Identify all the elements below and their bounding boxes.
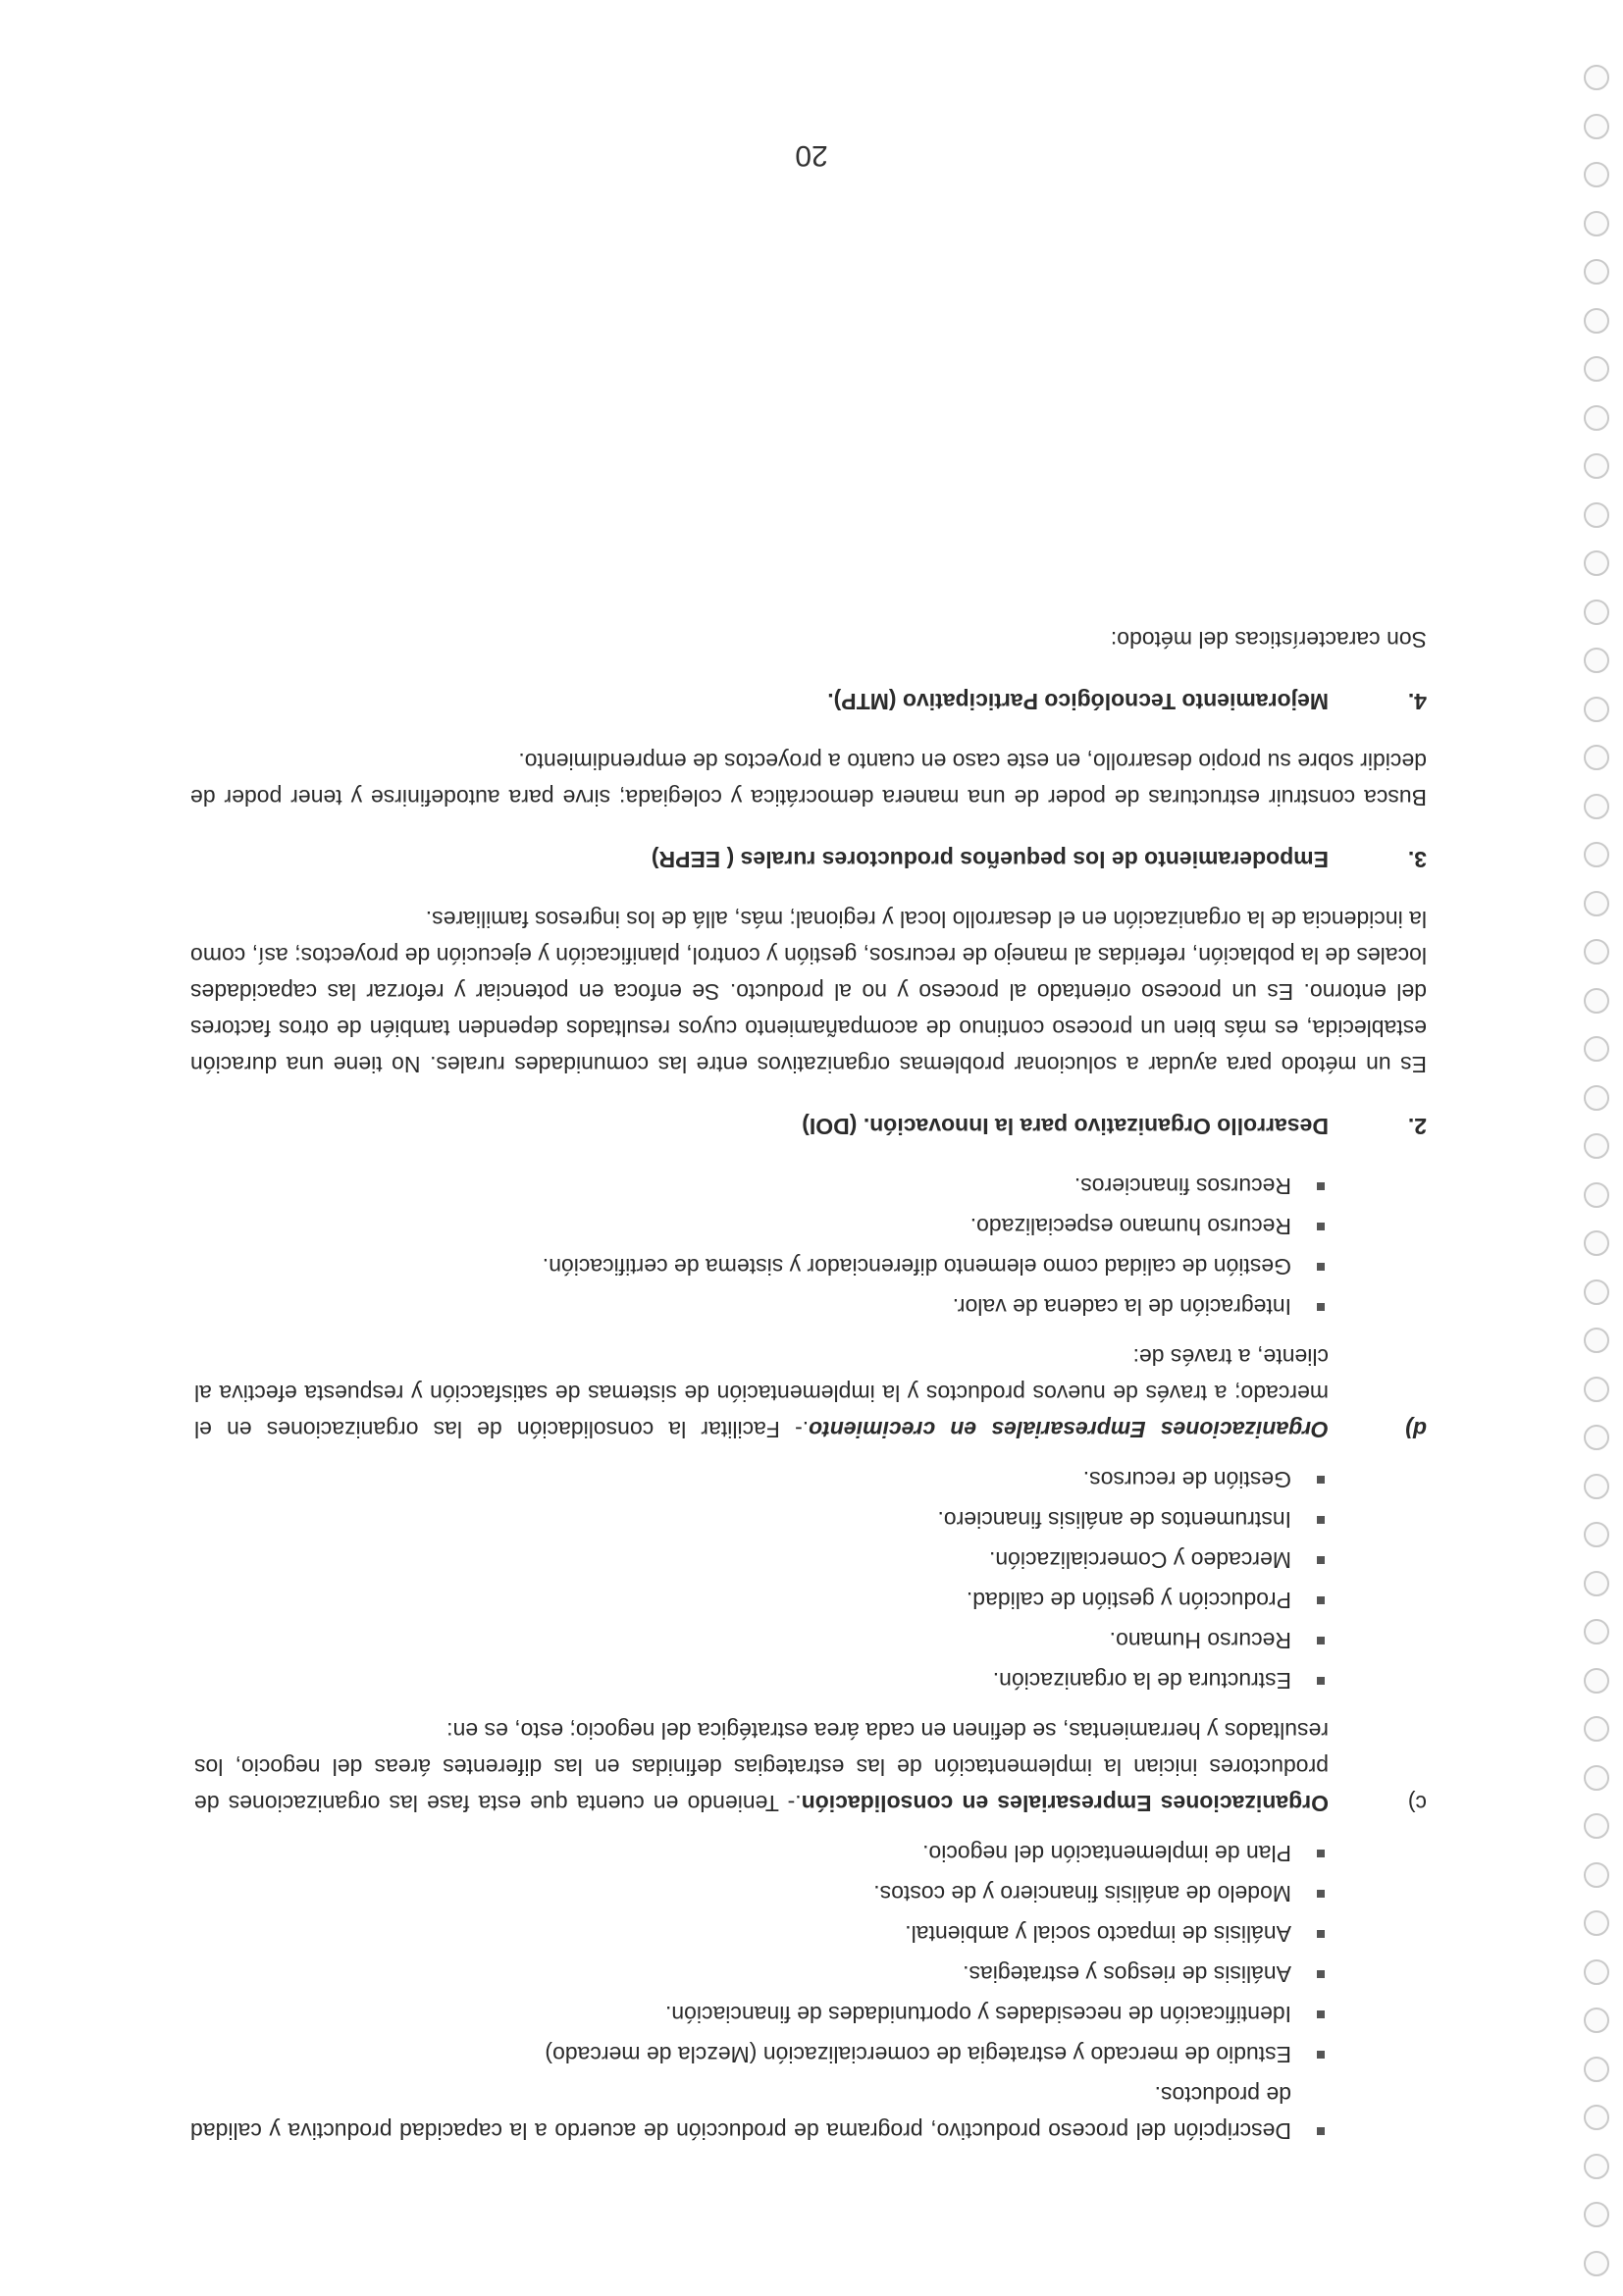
binding-hole-icon — [1584, 2251, 1609, 2276]
section-d-body — [194, 1338, 1329, 1447]
list-item: Estructura de la organización. — [190, 1662, 1329, 1698]
section-c-label: c) — [1407, 1791, 1427, 1816]
section-c-title: Organizaciones Empresariales en consolidación — [801, 1791, 1329, 1816]
list-item: Producción y gestión de calidad. — [190, 1582, 1329, 1618]
binding-hole-icon — [1584, 1474, 1609, 1499]
binding-hole-icon — [1584, 649, 1609, 674]
binding-hole-icon — [1584, 1814, 1609, 1840]
heading-3-title: Empoderamiento de los pequeños productores rurales ( EEPR) — [651, 847, 1329, 872]
bullet-icon — [1317, 1596, 1325, 1604]
page-number: 20 — [795, 139, 828, 172]
binding-hole-icon — [1584, 551, 1609, 577]
binding-hole-icon — [1584, 2106, 1609, 2131]
binding-hole-icon — [1584, 746, 1609, 771]
list-item: Gestión de calidad como elemento diferenciador y sistema de certificación. — [190, 1248, 1329, 1284]
binding-hole-icon — [1584, 502, 1609, 528]
list-item: Recurso humano especializado. — [190, 1208, 1329, 1244]
bullet-list-pre-c — [190, 1835, 1427, 2149]
section-d-text: .- Facilitar la consolidación de las organizaciones en el mercado; a través de nuevos productos y la implementación de sistemas de satisfacción y respuesta efectiva al cliente, a través de: — [194, 1344, 1329, 1442]
section-d-title: Organizaciones Empresariales en crecimiento — [809, 1417, 1329, 1442]
list-item: Identificación de necesidades y oportunidades de financiación. — [190, 1996, 1329, 2032]
section-c-text: .- Teniendo en cuenta que esta fase las organizaciones de productores inician la implementación de las estrategias definidas en las diferentes áreas del negocio, los resultados y herramientas, se definen en cada área estratégica del negocio; esto, es en: — [194, 1718, 1329, 1816]
section-d-label: d) — [1405, 1417, 1427, 1442]
binding-hole-icon — [1584, 1037, 1609, 1063]
binding-hole-icon — [1584, 405, 1609, 431]
paragraph-2: Es un método para ayudar a solucionar problemas organizativos entre las comunidades rurales. No tiene una duración establecida, es más bien un proceso continuo de acompañamiento cuyos resultados dependen también de otros factores del entorno. Es un proceso orientado al proceso y no al producto. Se enfoca en potenciar y reforzar las capacidades locales de la población, referidas al manejo de recursos, gestión y control, planificación y ejecución de proyectos; así, como la incidencia de la organización en el desarrollo local y regional; más, allá de los ingresos familiares. — [190, 907, 1427, 1077]
bullet-icon — [1317, 1677, 1325, 1685]
binding-hole-icon — [1584, 940, 1609, 965]
binding-holes — [1578, 20, 1617, 2276]
paragraph-3: Busca construir estructuras de poder de una manera democrática y colegiada; sirve para autodefinirse y tener poder de decidir sobre su propio desarrollo, en este caso en cuanto a proyectos de emprendimiento. — [190, 749, 1427, 810]
binding-hole-icon — [1584, 1426, 1609, 1451]
bullet-icon — [1317, 2051, 1325, 2059]
heading-3-number: 3. — [1407, 847, 1427, 872]
binding-hole-icon — [1584, 1862, 1609, 1888]
binding-hole-icon — [1584, 2203, 1609, 2228]
bullet-icon — [1317, 2127, 1325, 2135]
binding-hole-icon — [1584, 211, 1609, 236]
binding-hole-icon — [1584, 600, 1609, 625]
binding-hole-icon — [1584, 1182, 1609, 1208]
binding-hole-icon — [1584, 1329, 1609, 1354]
heading-4-number: 4. — [1407, 689, 1427, 714]
binding-hole-icon — [1584, 891, 1609, 916]
bullet-icon — [1317, 1556, 1325, 1564]
paragraph-4: Son características del método: — [1110, 627, 1427, 652]
heading-3 — [190, 841, 1427, 877]
binding-hole-icon — [1584, 1231, 1609, 1257]
list-item: Recursos financieros. — [190, 1168, 1329, 1204]
section-d — [190, 1338, 1427, 1447]
binding-hole-icon — [1584, 1620, 1609, 1645]
list-item: Análisis de impacto social y ambiental. — [190, 1915, 1329, 1952]
binding-hole-icon — [1584, 308, 1609, 334]
bullet-icon — [1317, 1637, 1325, 1644]
bullet-icon — [1317, 1303, 1325, 1311]
binding-hole-icon — [1584, 794, 1609, 819]
binding-hole-icon — [1584, 1085, 1609, 1111]
binding-hole-icon — [1584, 1571, 1609, 1596]
bullet-icon — [1317, 1223, 1325, 1230]
bullet-icon — [1317, 1182, 1325, 1190]
list-item: Instrumentos de análisis financiero. — [190, 1501, 1329, 1538]
binding-hole-icon — [1584, 454, 1609, 480]
bullet-icon — [1317, 1930, 1325, 1938]
binding-hole-icon — [1584, 1959, 1609, 1985]
heading-2 — [190, 1108, 1427, 1144]
binding-hole-icon — [1584, 260, 1609, 286]
bullet-icon — [1317, 1516, 1325, 1524]
section-c — [190, 1712, 1427, 1821]
binding-hole-icon — [1584, 2009, 1609, 2034]
heading-4 — [190, 683, 1427, 719]
binding-hole-icon — [1584, 1523, 1609, 1548]
list-item: Análisis de riesgos y estrategias. — [190, 1956, 1329, 1992]
binding-hole-icon — [1584, 697, 1609, 722]
list-item: Mercadeo y Comercialización. — [190, 1541, 1329, 1578]
binding-hole-icon — [1584, 1377, 1609, 1402]
binding-hole-icon — [1584, 1911, 1609, 1937]
binding-hole-icon — [1584, 843, 1609, 868]
heading-4-title: Mejoramiento Tecnológico Participativo (MTP). — [827, 689, 1329, 714]
list-item: Gestión de recursos. — [190, 1461, 1329, 1497]
binding-hole-icon — [1584, 2057, 1609, 2082]
binding-hole-icon — [1584, 2154, 1609, 2179]
bullet-icon — [1317, 1890, 1325, 1898]
list-item: Plan de implementación del negocio. — [190, 1835, 1329, 1871]
binding-hole-icon — [1584, 114, 1609, 139]
heading-2-number: 2. — [1407, 1114, 1427, 1139]
binding-hole-icon — [1584, 66, 1609, 91]
binding-hole-icon — [1584, 1717, 1609, 1743]
binding-hole-icon — [1584, 357, 1609, 383]
bullet-icon — [1317, 1476, 1325, 1484]
binding-hole-icon — [1584, 1279, 1609, 1305]
list-item: Descripción del proceso productivo, programa de producción de acuerdo a la capacidad productiva y calidad de productos. — [190, 2076, 1329, 2149]
bullet-icon — [1317, 1970, 1325, 1978]
list-item: Recurso Humano. — [190, 1622, 1329, 1658]
bullet-icon — [1317, 1850, 1325, 1857]
section-c-body — [194, 1712, 1329, 1821]
bullet-list-c — [190, 1461, 1427, 1698]
list-item: Modelo de análisis financiero y de costos. — [190, 1875, 1329, 1911]
bullet-icon — [1317, 2010, 1325, 2018]
binding-hole-icon — [1584, 1765, 1609, 1791]
binding-hole-icon — [1584, 988, 1609, 1014]
list-item: Estudio de mercado y estrategia de comercialización (Mezcla de mercado) — [190, 2036, 1329, 2072]
binding-hole-icon — [1584, 1134, 1609, 1160]
binding-hole-icon — [1584, 1668, 1609, 1694]
bullet-icon — [1317, 1263, 1325, 1271]
heading-2-title: Desarrollo Organizativo para la Innovación. (DOI) — [802, 1114, 1329, 1139]
document-body — [190, 603, 1427, 2149]
list-item: Integración de la cadena de valor. — [190, 1288, 1329, 1325]
bullet-list-d — [190, 1168, 1427, 1325]
